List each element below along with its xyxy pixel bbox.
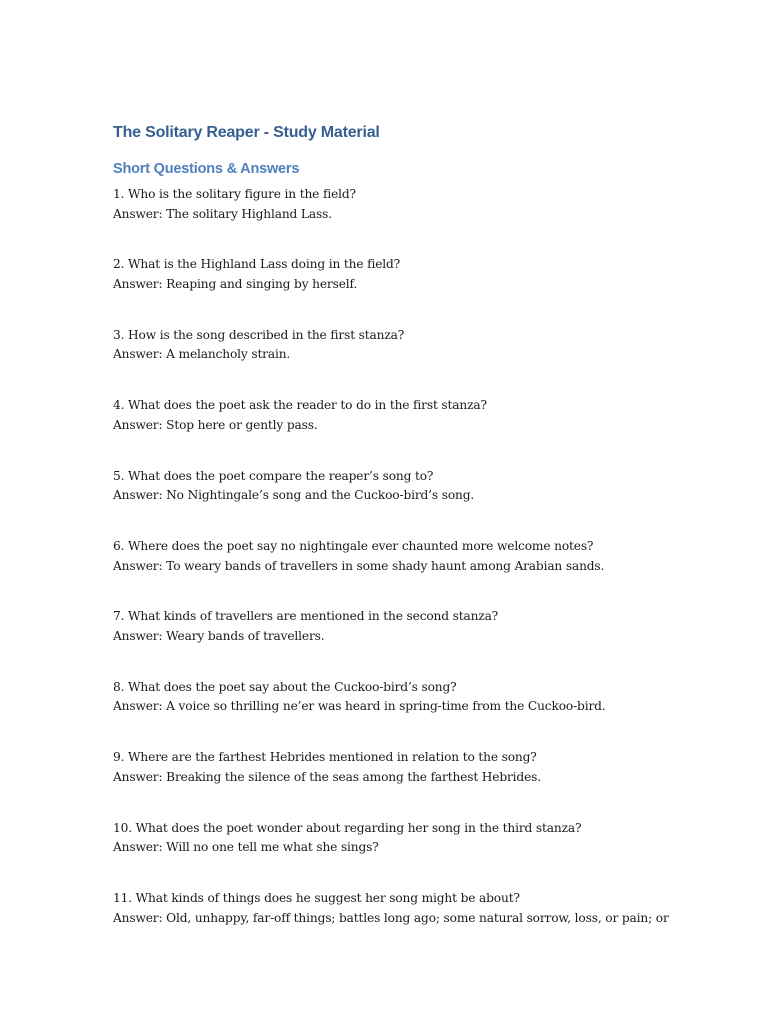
- answer-text: Answer: Reaping and singing by herself.: [113, 276, 358, 291]
- qa-item-11: [113, 889, 713, 959]
- document-title: The Solitary Reaper - Study Material: [113, 124, 380, 141]
- question-text: 2. What is the Highland Lass doing in the field?: [113, 257, 401, 272]
- answer-text: Answer: To weary bands of travellers in some shady haunt among Arabian sands.: [113, 558, 605, 573]
- qa-item-4: [113, 396, 713, 466]
- question-text: 6. Where does the poet say no nightingale ever chaunted more welcome notes?: [113, 538, 594, 553]
- answer-text: Answer: Breaking the silence of the seas among the farthest Hebrides.: [113, 769, 541, 784]
- question-text: 4. What does the poet ask the reader to do in the first stanza?: [113, 398, 487, 413]
- qa-item-2: [113, 255, 713, 325]
- qa-item-8: [113, 678, 713, 748]
- qa-list: [113, 185, 713, 959]
- answer-text: Answer: No Nightingale’s song and the Cuckoo-bird’s song.: [113, 488, 475, 503]
- question-text: 10. What does the poet wonder about regarding her song in the third stanza?: [113, 820, 582, 835]
- answer-text: Answer: Stop here or gently pass.: [113, 417, 318, 432]
- answer-text: Answer: Old, unhappy, far-off things; battles long ago; some natural sorrow, loss, or pain; or: [113, 910, 669, 925]
- qa-item-10: [113, 819, 713, 889]
- qa-item-9: [113, 748, 713, 818]
- question-text: 5. What does the poet compare the reaper’s song to?: [113, 468, 434, 483]
- answer-text: Answer: A voice so thrilling ne’er was heard in spring-time from the Cuckoo-bird.: [113, 699, 606, 714]
- qa-item-7: [113, 607, 713, 677]
- question-text: 3. How is the song described in the first stanza?: [113, 327, 405, 342]
- qa-item-1: [113, 185, 713, 255]
- qa-item-5: [113, 467, 713, 537]
- question-text: 9. Where are the farthest Hebrides mentioned in relation to the song?: [113, 750, 537, 765]
- qa-item-3: [113, 326, 713, 396]
- answer-text: Answer: The solitary Highland Lass.: [113, 206, 332, 221]
- question-text: 8. What does the poet say about the Cuckoo-bird’s song?: [113, 679, 457, 694]
- answer-text: Answer: Weary bands of travellers.: [113, 628, 325, 643]
- question-text: 1. Who is the solitary figure in the field?: [113, 187, 356, 201]
- answer-text: Answer: Will no one tell me what she sings?: [113, 840, 379, 855]
- question-text: 11. What kinds of things does he suggest her song might be about?: [113, 890, 520, 905]
- qa-item-6: [113, 537, 713, 607]
- section-heading: Short Questions & Answers: [113, 161, 300, 177]
- answer-text: Answer: A melancholy strain.: [113, 347, 291, 362]
- question-text: 7. What kinds of travellers are mentioned in the second stanza?: [113, 609, 499, 624]
